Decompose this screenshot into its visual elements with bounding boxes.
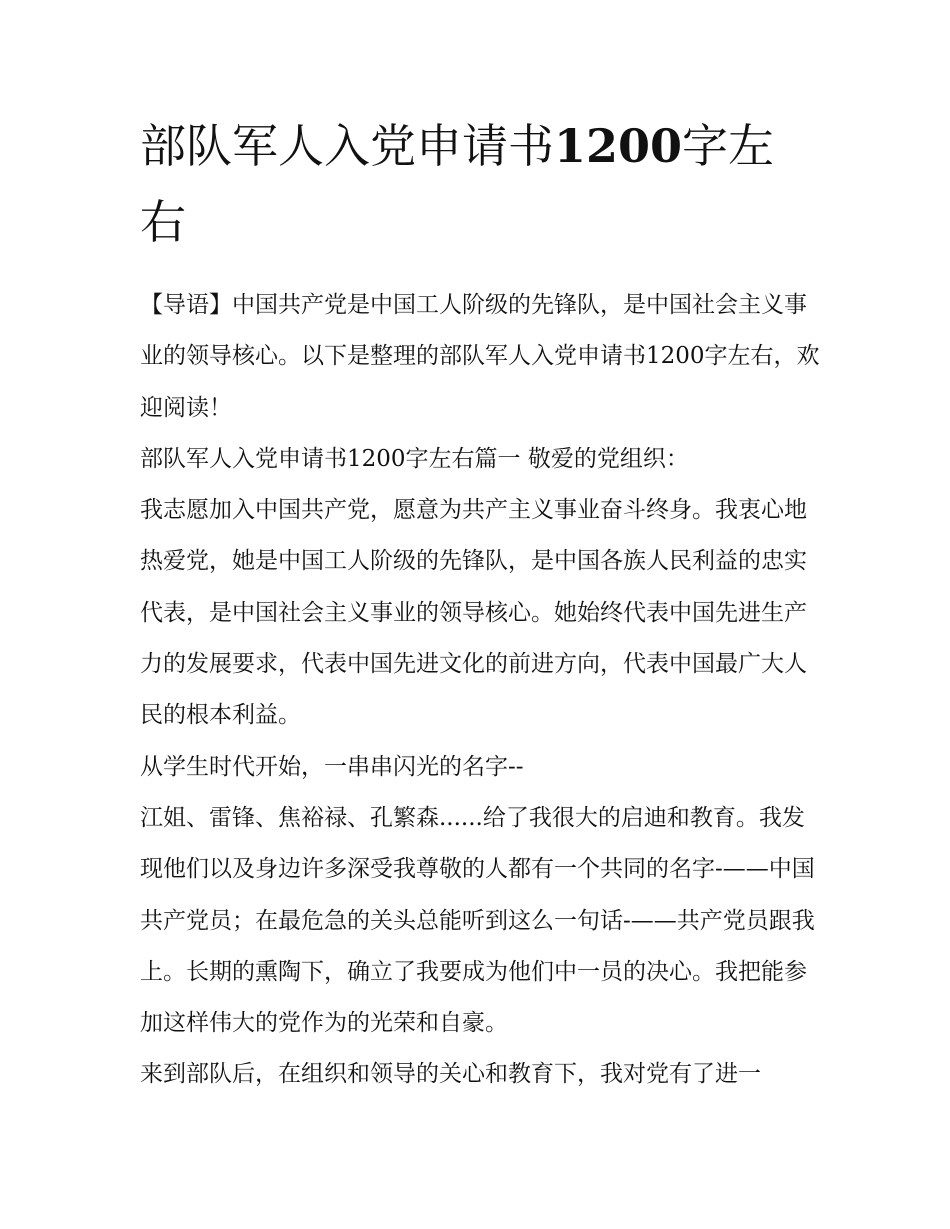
paragraph-intro: 【导语】中国共产党是中国工人阶级的先锋队，是中国社会主义事业的领导核心。以下是整理的部队军人入党申请书1200字左右，欢迎阅读！ [140, 292, 820, 421]
paragraph-body: 江姐、雷锋、焦裕禄、孔繁森......给了我很大的启迪和教育。我发现他们以及身边许多深受我尊敬的人都有一个共同的名字-——中国共产党员；在最危急的关头总能听到这么一句话-——共产党员跟我上。长期的熏陶下，确立了我要成为他们中一员的决心。我把能参加这样伟大的党作为的光荣和自豪。 [140, 804, 815, 1037]
paragraph-body: 我志愿加入中国共产党，愿意为共产主义事业奋斗终身。我衷心地热爱党，她是中国工人阶级的先锋队，是中国各族人民利益的忠实代表，是中国社会主义事业的领导核心。她始终代表中国先进生产力的发展要求，代表中国先进文化的前进方向，代表中国最广大人民的根本利益。 [140, 497, 807, 729]
paragraph-body: 从学生时代开始，一串串闪光的名字-- [140, 753, 524, 780]
title-text-part1: 部队军人入党申请书 [140, 119, 554, 173]
title-text-part2: 字左右 [140, 119, 775, 249]
document-page [140, 108, 820, 1101]
document-title [140, 108, 820, 260]
paragraph-body: 来到部队后，在组织和领导的关心和教育下，我对党有了进一 [140, 1061, 761, 1088]
paragraph-heading: 部队军人入党申请书1200字左右篇一 敬爱的党组织： [140, 445, 689, 472]
document-body [140, 280, 820, 1101]
title-number: 1200 [554, 119, 683, 173]
